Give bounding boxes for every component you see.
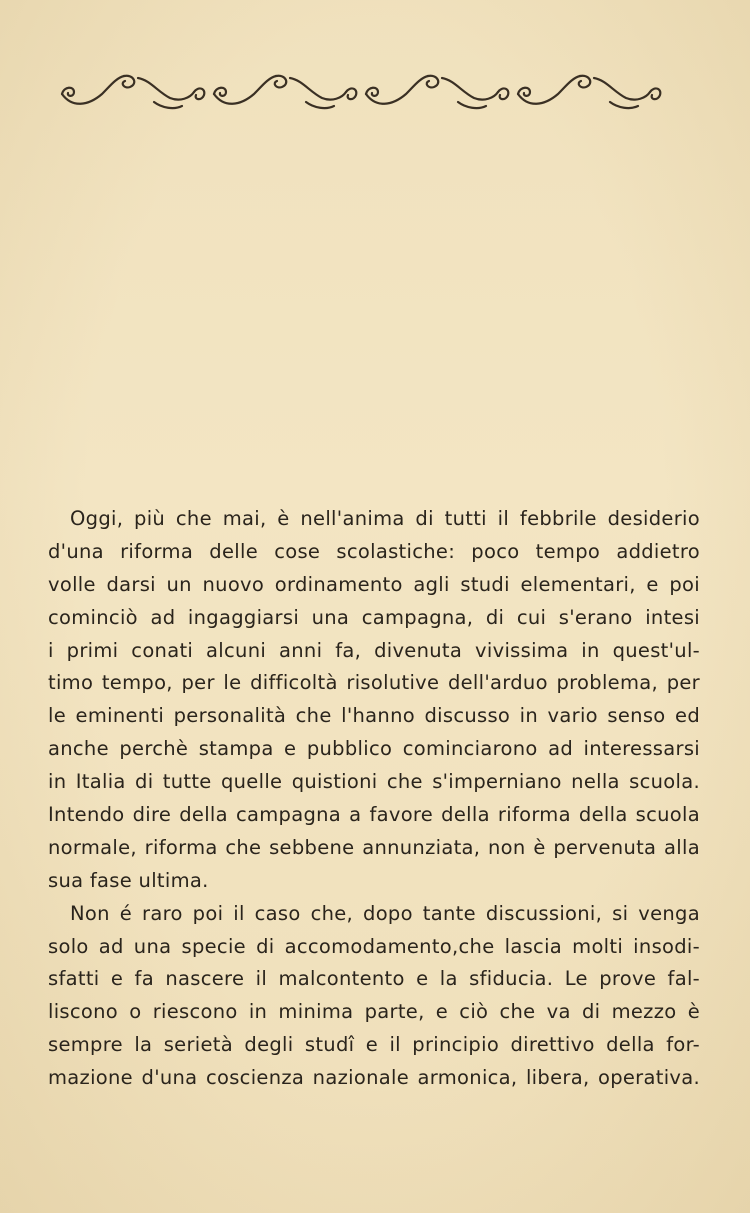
text-line: Non é raro poi il caso che, dopo tante discussioni, si venga <box>70 901 700 925</box>
text-line: timo tempo, per le difficoltà risolutive dell'arduo problema, per <box>48 671 700 695</box>
text-line: liscono o riescono in minima parte, e ciò che va di mezzo è <box>48 1000 700 1024</box>
scroll-border-ornament-icon <box>58 68 674 116</box>
text-line: volle darsi un nuovo ordinamento agli studi elementari, e poi <box>48 572 700 596</box>
text-line: mazione d'una coscienza nazionale armonica, libera, operativa. <box>48 1066 700 1090</box>
paragraph-1 <box>48 503 700 898</box>
text-line: i primi conati alcuni anni fa, divenuta vivissima in quest'ul- <box>48 638 700 662</box>
text-line: cominciò ad ingaggiarsi una campagna, di cui s'erano intesi <box>48 605 700 629</box>
text-line: solo ad una specie di accomodamento,che lascia molti insodi- <box>48 934 700 958</box>
text-line: sempre la serietà degli studî e il principio direttivo della for- <box>48 1033 700 1057</box>
text-line: in Italia di tutte quelle quistioni che s'imperniano nella scuola. <box>48 770 700 794</box>
text-line: le eminenti personalità che l'hanno discusso in vario senso ed <box>48 704 700 728</box>
paragraph-2 <box>48 898 700 1095</box>
text-line: Oggi, più che mai, è nell'anima di tutti il febbrile desiderio <box>70 507 700 530</box>
text-line: sfatti e fa nascere il malcontento e la sfiducia. Le prove fal- <box>48 967 700 991</box>
text-line: anche perchè stampa e pubblico cominciarono ad interessarsi <box>48 737 700 761</box>
text-line: Intendo dire della campagna a favore della riforma della scuola <box>48 803 700 827</box>
text-line: normale, riforma che sebbene annunziata, non è pervenuta alla <box>48 835 700 859</box>
text-line: d'una riforma delle cose scolastiche: poco tempo addietro <box>48 539 700 563</box>
text-line: sua fase ultima. <box>48 868 209 892</box>
body-text <box>48 503 700 1095</box>
